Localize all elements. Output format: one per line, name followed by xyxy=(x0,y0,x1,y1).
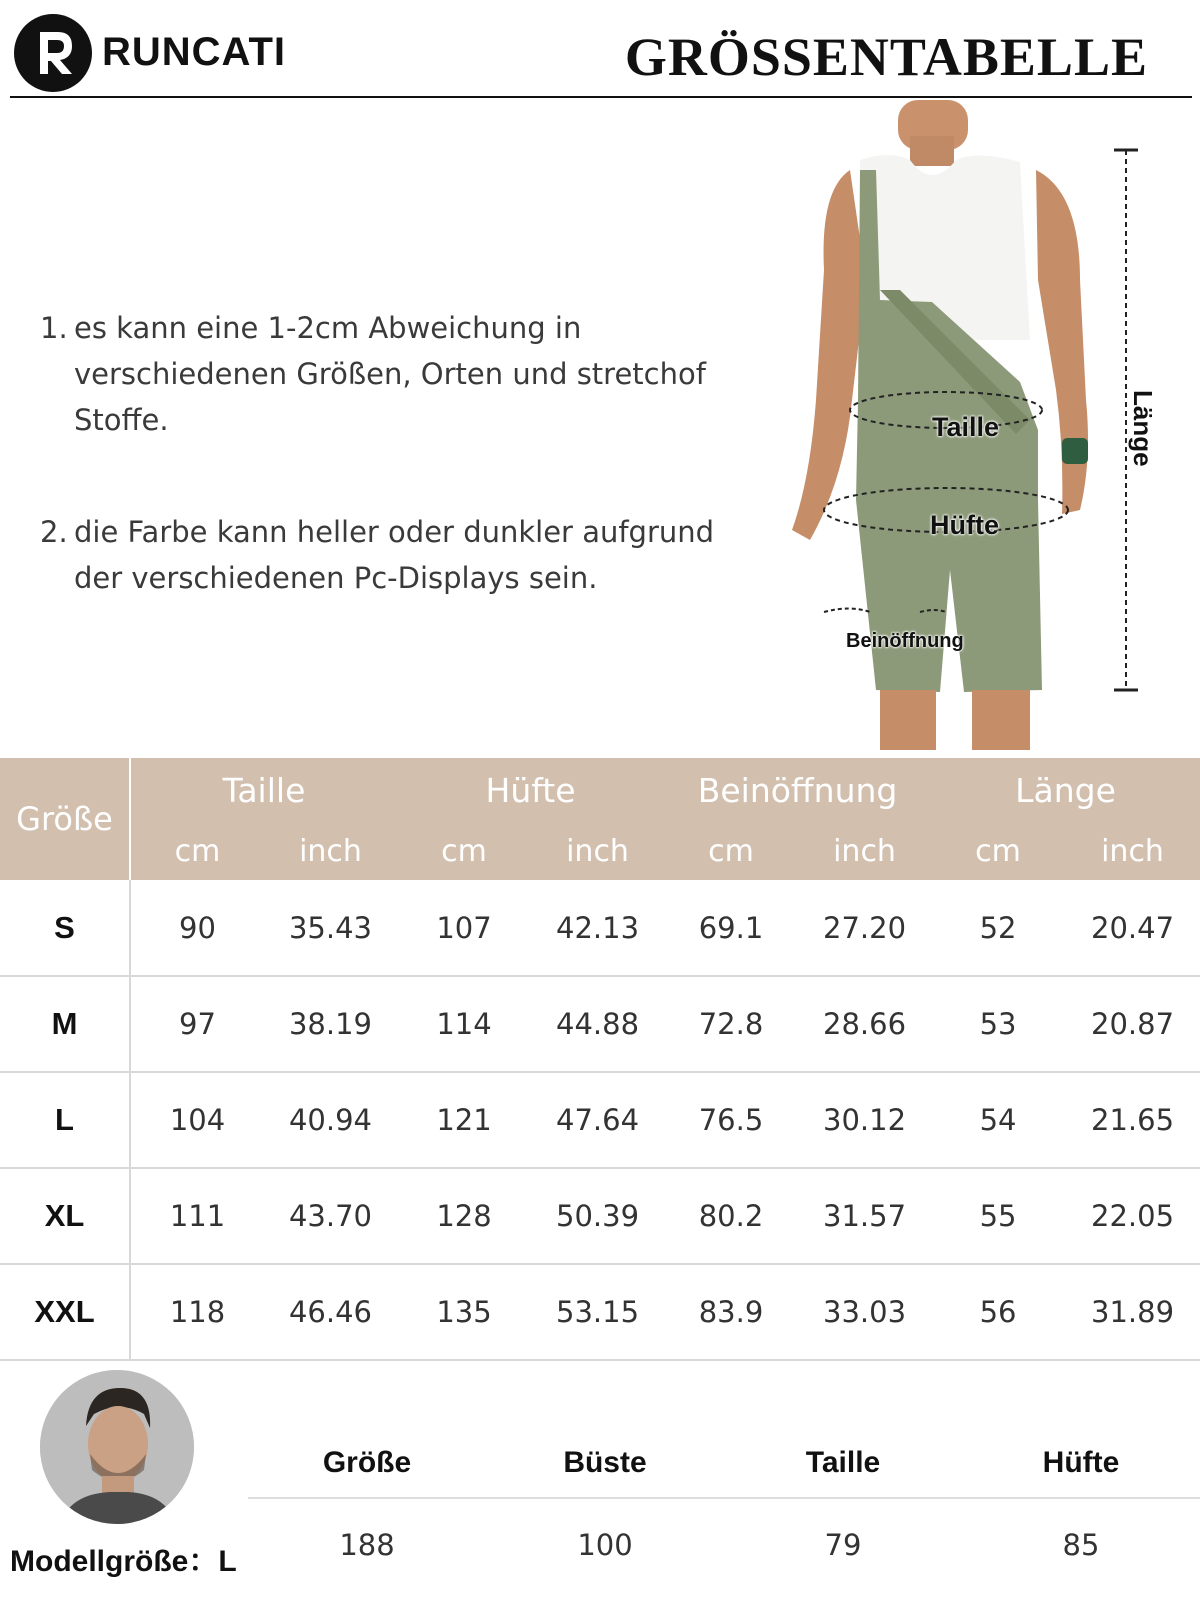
page-title: GRÖSSENTABELLE xyxy=(624,27,1148,87)
table-cell: 85 xyxy=(1062,1527,1100,1562)
table-cell: 20.47 xyxy=(1065,880,1200,976)
size-cell: XXL xyxy=(0,1264,130,1360)
note-number: 1. xyxy=(40,311,68,345)
table-cell: 79 xyxy=(824,1527,862,1562)
table-cell: 40.94 xyxy=(264,1072,397,1168)
size-cell: S xyxy=(0,880,130,976)
note-text: die Farbe kann heller oder dunkler aufgrund der verschiedenen Pc-Displays sein. xyxy=(74,515,715,595)
model-header-groesse: Größe xyxy=(248,1428,486,1498)
table-cell: 90 xyxy=(130,880,264,976)
unit-header: cm xyxy=(397,822,531,880)
table-cell: 22.05 xyxy=(1065,1168,1200,1264)
table-cell: 35.43 xyxy=(264,880,397,976)
table-header-row xyxy=(248,1428,1200,1498)
table-cell: 188 xyxy=(339,1527,395,1562)
note-item xyxy=(40,509,760,601)
model-avatar xyxy=(40,1370,194,1524)
unit-header: inch xyxy=(798,822,931,880)
table-cell: 47.64 xyxy=(531,1072,664,1168)
group-header-beinoeffnung: Beinöffnung xyxy=(664,758,931,822)
table-row xyxy=(0,1168,1200,1264)
unit-header: cm xyxy=(130,822,264,880)
brand-name: RUNCATI xyxy=(102,30,287,74)
table-cell: 104 xyxy=(130,1072,264,1168)
table-cell: 38.19 xyxy=(264,976,397,1072)
table-cell: 118 xyxy=(130,1264,264,1360)
table-cell: 114 xyxy=(397,976,531,1072)
table-row xyxy=(248,1498,1200,1590)
table-cell: 52 xyxy=(931,880,1065,976)
model-header-huefte: Hüfte xyxy=(962,1428,1200,1498)
model-header-bueste: Büste xyxy=(486,1428,724,1498)
table-cell: 50.39 xyxy=(531,1168,664,1264)
group-header-huefte: Hüfte xyxy=(397,758,664,822)
table-cell: 42.13 xyxy=(531,880,664,976)
table-cell: 83.9 xyxy=(664,1264,798,1360)
note-text: es kann eine 1-2cm Abweichung in verschiedenen Größen, Orten und stretchof Stoffe. xyxy=(74,311,706,437)
unit-header: cm xyxy=(664,822,798,880)
size-notes xyxy=(40,305,760,601)
table-cell: 27.20 xyxy=(798,880,931,976)
page-header xyxy=(0,0,1200,98)
table-cell: 72.8 xyxy=(664,976,798,1072)
unit-header: inch xyxy=(264,822,397,880)
group-header-laenge: Länge xyxy=(931,758,1200,822)
unit-header: cm xyxy=(931,822,1065,880)
table-cell: 107 xyxy=(397,880,531,976)
table-cell: 76.5 xyxy=(664,1072,798,1168)
model-size-label: Modellgröße：L xyxy=(10,1545,237,1578)
runcati-r-logo-icon xyxy=(14,14,92,92)
table-cell: 121 xyxy=(397,1072,531,1168)
unit-header: inch xyxy=(1065,822,1200,880)
table-cell: 80.2 xyxy=(664,1168,798,1264)
length-label: Länge xyxy=(1128,390,1158,467)
size-cell: M xyxy=(0,976,130,1072)
table-row xyxy=(0,976,1200,1072)
table-cell: 44.88 xyxy=(531,976,664,1072)
unit-header: inch xyxy=(531,822,664,880)
model-measurements-table xyxy=(248,1428,1200,1590)
table-row xyxy=(0,880,1200,976)
table-cell: 135 xyxy=(397,1264,531,1360)
model-header-taille: Taille xyxy=(724,1428,962,1498)
table-cell: 56 xyxy=(931,1264,1065,1360)
note-number: 2. xyxy=(40,515,68,549)
leg-opening-label: Beinöffnung xyxy=(846,630,964,652)
table-cell: 31.89 xyxy=(1065,1264,1200,1360)
table-cell: 69.1 xyxy=(664,880,798,976)
size-cell: XL xyxy=(0,1168,130,1264)
table-cell: 100 xyxy=(577,1527,633,1562)
waist-label: Taille xyxy=(932,412,1000,442)
size-chart-table xyxy=(0,758,1200,1361)
group-header-taille: Taille xyxy=(130,758,397,822)
table-row xyxy=(0,1072,1200,1168)
table-cell: 30.12 xyxy=(798,1072,931,1168)
table-cell: 111 xyxy=(130,1168,264,1264)
table-cell: 53.15 xyxy=(531,1264,664,1360)
table-cell: 20.87 xyxy=(1065,976,1200,1072)
table-cell: 55 xyxy=(931,1168,1065,1264)
size-column-header: Größe xyxy=(0,758,130,880)
size-cell: L xyxy=(0,1072,130,1168)
model-info-section xyxy=(0,1358,1200,1600)
unit-header-row xyxy=(0,822,1200,880)
table-cell: 97 xyxy=(130,976,264,1072)
table-cell: 43.70 xyxy=(264,1168,397,1264)
table-row xyxy=(0,1264,1200,1360)
table-cell: 31.57 xyxy=(798,1168,931,1264)
table-header-row xyxy=(0,758,1200,822)
table-cell: 53 xyxy=(931,976,1065,1072)
hip-label: Hüfte xyxy=(930,510,999,540)
table-cell: 21.65 xyxy=(1065,1072,1200,1168)
table-cell: 46.46 xyxy=(264,1264,397,1360)
header-divider xyxy=(10,96,1192,98)
note-item xyxy=(40,305,760,443)
model-measurement-figure xyxy=(780,100,1200,755)
table-cell: 33.03 xyxy=(798,1264,931,1360)
table-cell: 54 xyxy=(931,1072,1065,1168)
table-cell: 28.66 xyxy=(798,976,931,1072)
table-cell: 128 xyxy=(397,1168,531,1264)
